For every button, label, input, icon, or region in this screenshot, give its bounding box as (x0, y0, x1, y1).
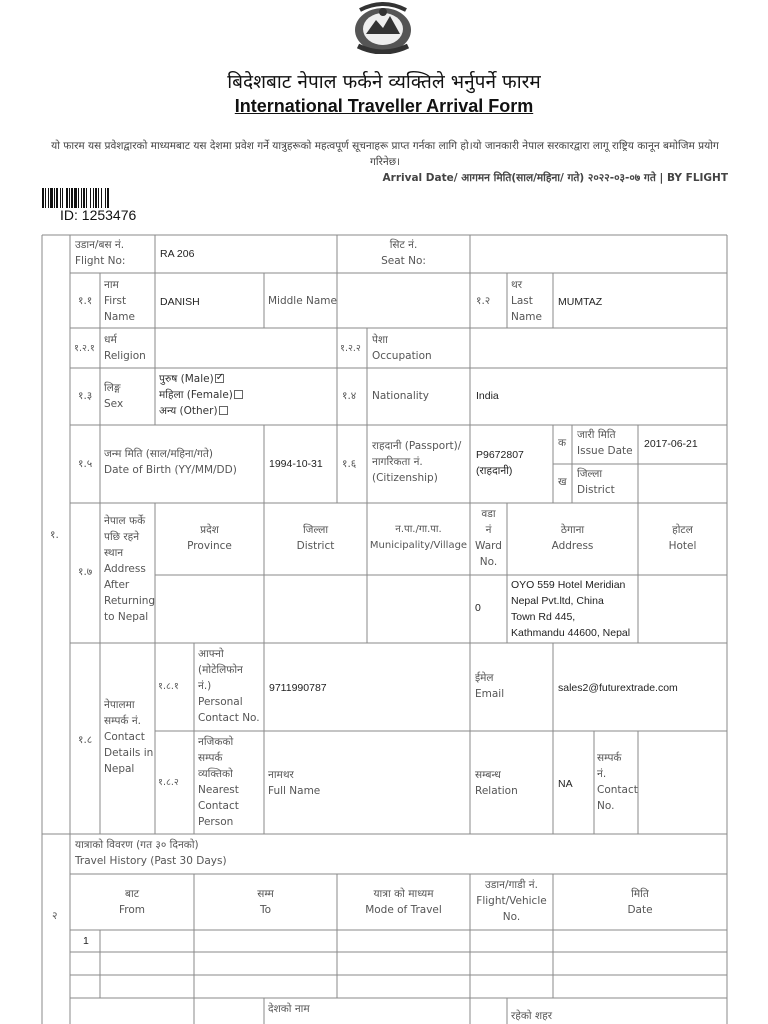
address-line: Kathmandu 44600, Nepal (511, 627, 631, 639)
first-name-label-en2: Name (104, 311, 135, 323)
passport-label-en: (Citizenship) (372, 472, 438, 484)
last-name-label-en2: Name (511, 311, 542, 323)
seat-label-en: Seat No: (381, 255, 426, 267)
dob-label-en: Date of Birth (YY/MM/DD) (104, 464, 237, 476)
relation-label-np: सम्बन्ध (475, 769, 501, 781)
country-name-label: देशको नाम (268, 1003, 310, 1015)
date-header-en: Date (627, 904, 653, 916)
personal-label-line: नं.) (198, 680, 212, 692)
sex-label-en: Sex (104, 398, 124, 410)
religion-label-np: धर्म (104, 334, 117, 346)
religion-label-en: Religion (104, 350, 146, 362)
first-name-label (104, 277, 135, 325)
other-checkbox[interactable] (219, 406, 228, 415)
municipality-header-np: न.पा./गा.पा. (395, 524, 442, 535)
flight-label-en: Flight No: (75, 255, 126, 267)
full-name-label (268, 767, 320, 799)
to-header (194, 886, 337, 918)
first-name-num: १.१ (78, 295, 93, 307)
address-header-en: Address (551, 540, 594, 552)
personal-contact-label (198, 646, 260, 726)
email-label-np: ईमेल (475, 672, 494, 684)
form-title-english: International Traveller Arrival Form (234, 96, 534, 116)
ward-header-np2: नं (485, 524, 492, 536)
last-name-label (511, 277, 542, 325)
ward-header-en1: Ward (475, 540, 502, 552)
address-line: Town Rd 445, (511, 611, 576, 623)
personal-label-line: (मोटेलिफोन (198, 664, 243, 676)
contact-label-line: Details in (104, 747, 154, 759)
sex-option-male[interactable] (159, 371, 243, 387)
relation-label-en: Relation (475, 785, 518, 797)
contact-no-label-line: No. (597, 800, 615, 812)
seat-label (337, 237, 470, 269)
addr-label-line: नेपाल फर्के (104, 515, 146, 527)
flight-label (75, 237, 125, 269)
fv-header-en1: Flight/Vehicle (476, 895, 547, 907)
full-name-label-en: Full Name (268, 785, 321, 797)
hotel-header-np: होटल (672, 524, 693, 536)
occupation-label-np: पेशा (372, 334, 388, 346)
flight-value[interactable]: RA 206 (160, 248, 195, 260)
passport-label-np2: नागरिकता नं. (372, 456, 423, 468)
female-checkbox[interactable] (234, 390, 243, 399)
from-header-en: From (118, 904, 145, 916)
full-name-label-np: नामथर (268, 769, 294, 781)
hotel-header-en: Hotel (668, 540, 697, 552)
male-checkbox[interactable] (215, 374, 224, 383)
city-label: रहेको शहर (511, 1010, 553, 1022)
date-header-np: मिति (631, 888, 649, 900)
nearest-label-line: Contact (198, 800, 239, 812)
form-title-nepali: बिदेशबाट नेपाल फर्कने व्यक्तिले भर्नुपर्ने फारम (227, 71, 541, 93)
mode-header-en: Mode of Travel (365, 904, 442, 916)
personal-label-line: आफ्नो (198, 648, 224, 660)
dob-value[interactable]: 1994-10-31 (269, 458, 323, 470)
travel-row-number: 1 (83, 935, 89, 947)
district-header-np: जिल्ला (302, 524, 329, 536)
personal-num: १.८.१ (158, 681, 179, 692)
issue-date-label (577, 427, 633, 459)
nearest-label-line: व्यक्तिको (198, 768, 233, 780)
ward-header (470, 506, 507, 570)
ward-header-np1: वडा (481, 508, 496, 520)
province-header-np: प्रदेश (200, 524, 219, 536)
nearest-label-line: सम्पर्क (198, 752, 223, 764)
personal-label-line: Contact No. (198, 712, 260, 724)
issue-ka: क (558, 437, 567, 449)
seat-label-np: सिट नं. (389, 239, 418, 251)
contact-label-line: सम्पर्क नं. (104, 715, 141, 727)
contact-no-label-line: Contact (597, 784, 638, 796)
travel-history-title-en: Travel History (Past 30 Days) (75, 855, 227, 867)
sex-option-female[interactable] (159, 387, 243, 403)
email-label (475, 670, 504, 702)
nearest-label-line: Nearest (198, 784, 239, 796)
nearest-num: १.८.२ (158, 777, 179, 788)
nearest-label-line: Person (198, 816, 234, 828)
province-header-en: Province (187, 540, 232, 552)
travel-history-title (75, 837, 227, 869)
nationality-value[interactable]: India (476, 390, 499, 402)
sex-label (104, 380, 123, 412)
first-name-value[interactable]: DANISH (160, 296, 200, 308)
district-label (577, 466, 615, 498)
issue-date-label-en: Issue Date (577, 445, 633, 457)
mode-header-np: यात्रा को माध्यम (373, 888, 434, 900)
occupation-label-en: Occupation (372, 350, 432, 362)
occupation-num: १.२.२ (340, 343, 361, 354)
municipality-header-en: Municipality/Village (369, 540, 468, 551)
contact-no-label-line: सम्पर्क (597, 752, 622, 764)
passport-label-np: राहदानी (Passport)/ (372, 440, 462, 452)
issue-date-label-np: जारी मिति (577, 429, 616, 441)
flight-label-np: उडान/बस नं. (75, 239, 125, 251)
district-label-en: District (577, 484, 615, 496)
address-line: Nepal Pvt.ltd, China (511, 595, 604, 607)
last-name-value[interactable]: MUMTAZ (558, 296, 603, 308)
passport-type: (राहदानी) (476, 465, 513, 477)
last-name-label-en1: Last (511, 295, 533, 307)
nearest-contact-label (198, 734, 239, 830)
district-header-en: District (296, 540, 335, 552)
from-header (70, 886, 194, 918)
issue-date-value[interactable]: 2017-06-21 (644, 438, 698, 450)
addr-label-line: to Nepal (104, 611, 149, 623)
contact-no-label-line: नं. (597, 768, 607, 780)
date-header (553, 886, 727, 918)
to-header-np: सम्म (257, 888, 274, 900)
sex-label-np: लिङ्ग (104, 382, 121, 394)
flight-vehicle-header (470, 877, 553, 925)
passport-value[interactable] (476, 447, 524, 479)
relation-label (475, 767, 518, 799)
section-1-number: १. (50, 529, 59, 541)
religion-label (104, 332, 146, 364)
dob-num: १.५ (78, 458, 93, 470)
hotel-header (638, 522, 727, 554)
address-num: १.७ (78, 566, 93, 578)
religion-num: १.२.१ (74, 343, 95, 354)
addr-label-line: Returning (104, 595, 156, 607)
address-line: OYO 559 Hotel Meridian (511, 579, 626, 591)
email-value[interactable]: sales2@futurextrade.com (558, 682, 678, 694)
fv-header-np: उडान/गाडी नं. (485, 879, 538, 891)
sex-other-label: अन्य (Other) (159, 405, 218, 417)
section-2-number: २ (52, 910, 58, 922)
email-label-en: Email (475, 688, 505, 700)
district-header (264, 522, 367, 554)
contact-label-line: Contact (104, 731, 145, 743)
middle-name-label: Middle Name (268, 295, 337, 307)
sex-options (159, 371, 243, 419)
contact-label-line: नेपालमा (104, 699, 135, 711)
nearest-label-line: नजिकको (198, 736, 234, 748)
sex-male-label: पुरुष (Male) (159, 373, 214, 385)
contact-no-label (597, 750, 638, 814)
addr-label-line: स्थान (104, 547, 124, 559)
address-header-np: ठेगाना (560, 524, 585, 536)
address-header (507, 522, 638, 554)
nationality-num: १.४ (342, 390, 357, 402)
travel-history-title-np: यात्राको विवरण (गत ३० दिनको) (75, 839, 199, 851)
contact-label-line: Nepal (104, 763, 135, 775)
contact-num: १.८ (78, 734, 93, 746)
ward-value[interactable]: 0 (475, 602, 481, 614)
first-name-label-en1: First (104, 295, 127, 307)
form-id: ID: 1253476 (60, 207, 137, 223)
arrival-date-line: Arrival Date/ आगमन मिति(साल/महिना/ गते) २०२२-०३-०७ गते | BY FLIGHT (382, 172, 728, 184)
passport-num: १.६ (342, 458, 357, 470)
ward-header-en2: No. (479, 556, 498, 568)
addr-label-line: पछि रहने (104, 531, 140, 543)
address-after-return-label (104, 513, 155, 625)
passport-number: P9672807 (476, 449, 524, 461)
from-header-np: बाट (124, 888, 139, 900)
dob-label-np: जन्म मिति (साल/महिना/गते) (104, 448, 214, 460)
municipality-header (367, 522, 470, 554)
province-header (155, 522, 264, 554)
to-header-en: To (259, 904, 272, 916)
nationality-label: Nationality (372, 390, 430, 402)
form-intro-text: यो फारम यस प्रवेशद्वारको माध्यमबाट यस देशमा प्रवेश गर्ने यात्रुहरूको महत्वपूर्ण सूचनाहरू प्राप्त गर्नका लागि हो।यो जानकारी नेपाल सरकारद्वारा लागू राष्ट्रिय कानून बमोजिम प्रयोग गरिनेछ। (51, 140, 719, 168)
last-name-num: १.२ (476, 295, 491, 307)
address-value[interactable] (511, 577, 630, 641)
sex-num: १.३ (78, 390, 93, 402)
dob-label (104, 446, 237, 478)
relation-value[interactable]: NA (558, 778, 573, 790)
fv-header-en2: No. (502, 911, 521, 923)
addr-label-line: Address (104, 563, 146, 575)
first-name-label-np: नाम (104, 279, 119, 291)
passport-label (372, 438, 461, 486)
sex-option-other[interactable] (159, 403, 243, 419)
personal-contact-value[interactable]: 9711990787 (269, 682, 327, 694)
occupation-label (372, 332, 432, 364)
contact-details-label (104, 697, 153, 777)
last-name-label-np: थर (511, 279, 523, 291)
addr-label-line: After (104, 579, 130, 591)
district-label-np: जिल्ला (577, 468, 603, 480)
district-kha: ख (558, 476, 567, 488)
personal-label-line: Personal (198, 696, 243, 708)
mode-header (337, 886, 470, 918)
sex-female-label: महिला (Female) (159, 389, 233, 401)
